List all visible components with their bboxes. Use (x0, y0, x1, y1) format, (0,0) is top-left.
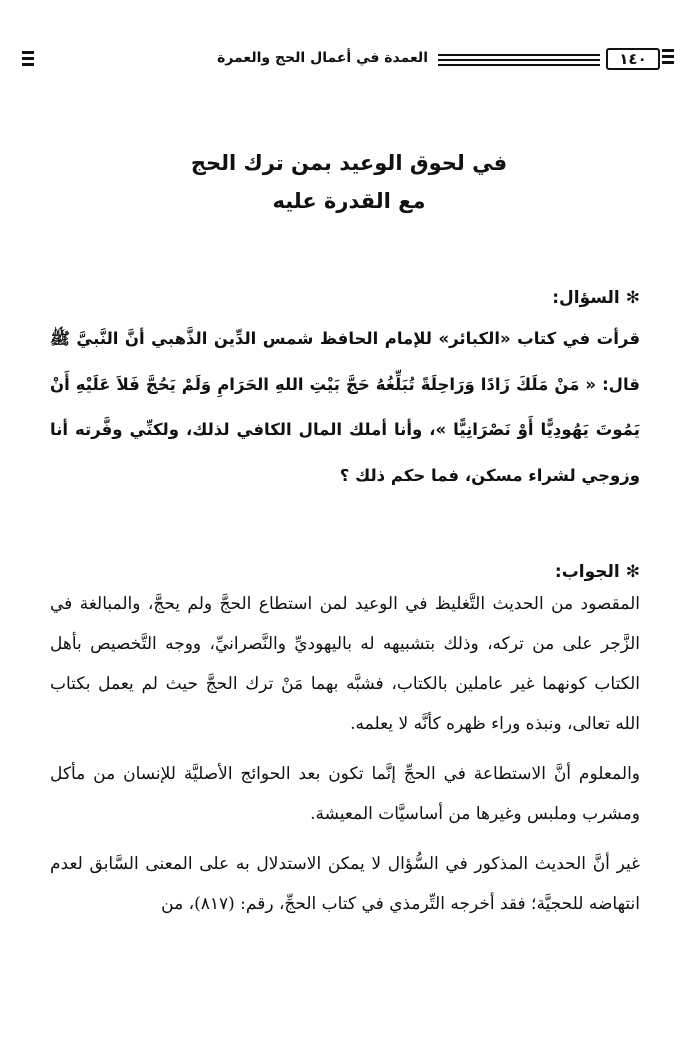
answer-paragraph: غير أنَّ الحديث المذكور في السُّؤال لا يمكن الاستدلال به على المعنى السَّابق لعدم انتهاضه للحجيَّة؛ فقد أخرجه التِّرمذي في كتاب الحجِّ، رقم: (٨١٧)، من (50, 854, 640, 914)
header-rule (438, 54, 600, 69)
asterisk-icon: ✻ (625, 562, 640, 582)
answer-heading (555, 560, 640, 584)
running-header (22, 46, 674, 74)
answer-label: الجواب: (554, 562, 620, 582)
page-number: ١٤٠ (606, 48, 660, 70)
section-title (0, 144, 698, 220)
answer-paragraph: المقصود من الحديث التَّغليظ في الوعيد لمن استطاع الحجَّ ولم يحجَّ، والمبالغة في الزَّجر على من تركه، وذلك بتشبيهه له باليهوديِّ والنَّصرانيِّ، ووجه التَّخصيص بأهل الكتاب كونهما غير عاملين بالكتاب، فشبَّه بهما مَنْ ترك الحجَّ حيث لم يعمل بكتاب الله تعالى، ونبذه وراء ظهره كأنَّه لا يعلمه. (50, 594, 640, 734)
question-label: السؤال: (552, 288, 620, 308)
header-ornament-left (22, 51, 34, 69)
section-title-line-2: مع القدرة عليه (272, 189, 426, 213)
book-title: العمدة في أعمال الحج والعمرة (217, 50, 428, 66)
answer-body (50, 584, 640, 934)
question-heading (552, 286, 640, 310)
question-text: قرأت في كتاب «الكبائر» للإمام الحافظ شمس الدِّين الذَّهبي أنَّ النَّبيَّ ﷺ قال: « مَنْ مَلَكَ زَادًا وَرَاحِلَةً تُبَلِّغُهُ حَجَّ بَيْتِ اللهِ الحَرَامِ وَلَمْ يَحُجَّ فَلاَ عَلَيْهِ أَنْ يَمُوتَ يَهُودِيًّا أَوْ نَصْرَانِيًّا »، وأنا أملك المال الكافي لذلك، ولكنِّي وفَّرته أنا وزوجي لشراء مسكن، فما حكم ذلك ؟ (50, 329, 640, 485)
section-title-line-1: في لحوق الوعيد بمن ترك الحج (190, 151, 508, 175)
answer-paragraph: والمعلوم أنَّ الاستطاعة في الحجِّ إنَّما تكون بعد الحوائج الأصليَّة للإنسان من مأكل ومشرب وملبس وغيرها من أساسيَّات المعيشة. (50, 764, 640, 824)
asterisk-icon: ✻ (625, 288, 640, 308)
header-ornament-right (662, 49, 674, 69)
